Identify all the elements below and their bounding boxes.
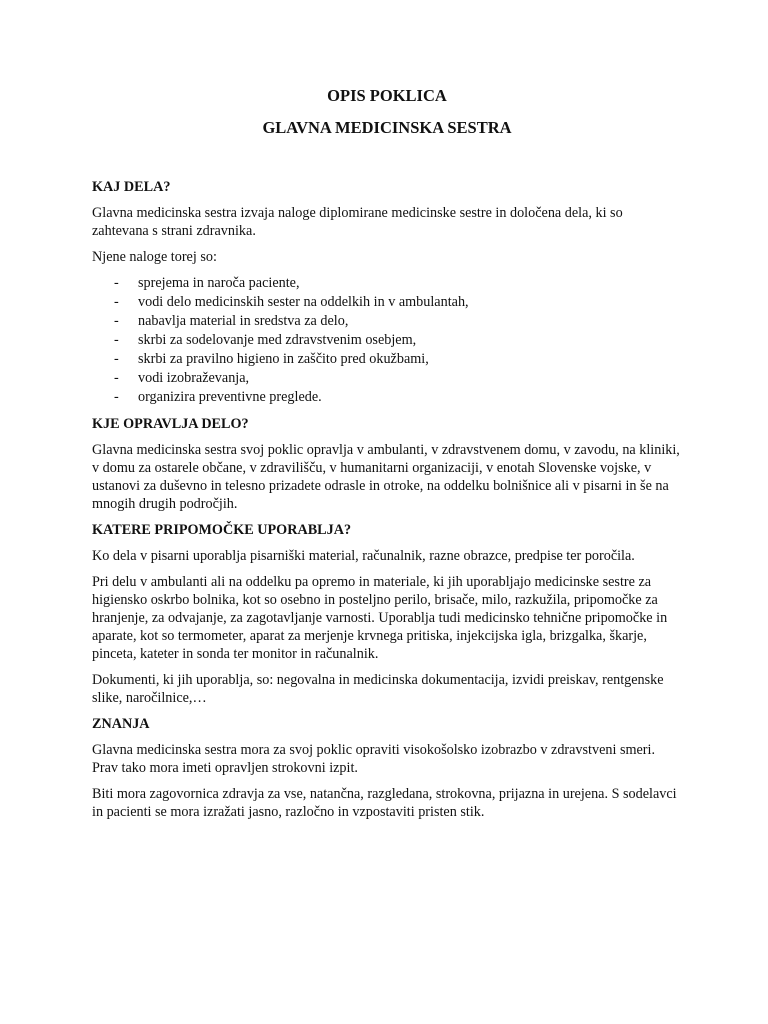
paragraph: Biti mora zagovornica zdravja za vse, natančna, razgledana, strokovna, prijazna in urejena. S sodelavci in pacienti se mora izražati jasno, razločno in vzpostaviti pristen stik. xyxy=(92,786,677,820)
paragraph: Njene naloge torej so: xyxy=(92,249,217,265)
list-item-text: skrbi za sodelovanje med zdravstvenim osebjem, xyxy=(138,332,417,348)
document-title: OPIS POKLICA xyxy=(327,86,447,105)
document-subtitle: GLAVNA MEDICINSKA SESTRA xyxy=(262,118,512,137)
section-kje-opravlja-delo xyxy=(92,415,682,513)
list-item xyxy=(92,274,682,293)
paragraph: Ko dela v pisarni uporablja pisarniški material, računalnik, razne obrazce, predpise ter poročila. xyxy=(92,548,635,564)
dash-bullet: - xyxy=(114,351,119,367)
list-item xyxy=(92,388,682,407)
section-heading: KATERE PRIPOMOČKE UPORABLJA? xyxy=(92,522,352,538)
section-heading: KAJ DELA? xyxy=(92,179,171,195)
list-item-text: nabavlja material in sredstva za delo, xyxy=(138,313,349,329)
task-list xyxy=(92,274,682,407)
paragraph: Glavna medicinska sestra svoj poklic opravlja v ambulanti, v zdravstvenem domu, v zavodu, na kliniki, v domu za ostarele občane, v zdravilišču, v humanitarni organizaciji, v enotah Slovenske vojske, v ustanovi za duševno in telesno prizadete odrasle in otroke, na oddelku bolnišnice ali v pisarni in še na mnogih drugih področjih. xyxy=(92,442,680,512)
section-kaj-dela xyxy=(92,178,682,407)
section-znanja xyxy=(92,715,682,821)
list-item-text: skrbi za pravilno higieno in zaščito pred okužbami, xyxy=(138,351,429,367)
dash-bullet: - xyxy=(114,389,119,405)
dash-bullet: - xyxy=(114,370,119,386)
dash-bullet: - xyxy=(114,275,119,291)
dash-bullet: - xyxy=(114,332,119,348)
list-item xyxy=(92,369,682,388)
paragraph: Glavna medicinska sestra mora za svoj poklic opraviti visokošolsko izobrazbo v zdravstveni smeri. Prav tako mora imeti opravljen strokovni izpit. xyxy=(92,742,656,776)
paragraph: Pri delu v ambulanti ali na oddelku pa opremo in materiale, ki jih uporabljajo medicinske sestre za higiensko oskrbo bolnika, kot so osebno in posteljno perilo, brisače, milo, razkužila, pripomočke za hranjenje, za odvajanje, za zagotavljanje varnosti. Uporablja tudi medicinsko tehnične pripomočke in aparate, kot so termometer, aparat za merjenje krvnega pritiska, injekcijska igla, brizgalka, škarje, pinceta, kateter in sonda ter monitor in računalnik. xyxy=(92,574,668,662)
list-item xyxy=(92,331,682,350)
dash-bullet: - xyxy=(114,313,119,329)
list-item xyxy=(92,312,682,331)
document-page xyxy=(92,86,682,829)
paragraph: Dokumenti, ki jih uporablja, so: negovalna in medicinska dokumentacija, izvidi preiskav, rentgenske slike, naročilnice,… xyxy=(92,672,664,706)
list-item-text: organizira preventivne preglede. xyxy=(138,389,322,405)
list-item xyxy=(92,293,682,312)
list-item-text: vodi delo medicinskih sester na oddelkih in v ambulantah, xyxy=(138,294,469,310)
list-item xyxy=(92,350,682,369)
section-heading: ZNANJA xyxy=(92,716,150,732)
dash-bullet: - xyxy=(114,294,119,310)
list-item-text: sprejema in naroča paciente, xyxy=(138,275,300,291)
paragraph: Glavna medicinska sestra izvaja naloge diplomirane medicinske sestre in določena dela, ki so zahtevana s strani zdravnika. xyxy=(92,205,623,239)
section-heading: KJE OPRAVLJA DELO? xyxy=(92,416,249,432)
section-pripomocki xyxy=(92,521,682,707)
list-item-text: vodi izobraževanja, xyxy=(138,370,250,386)
